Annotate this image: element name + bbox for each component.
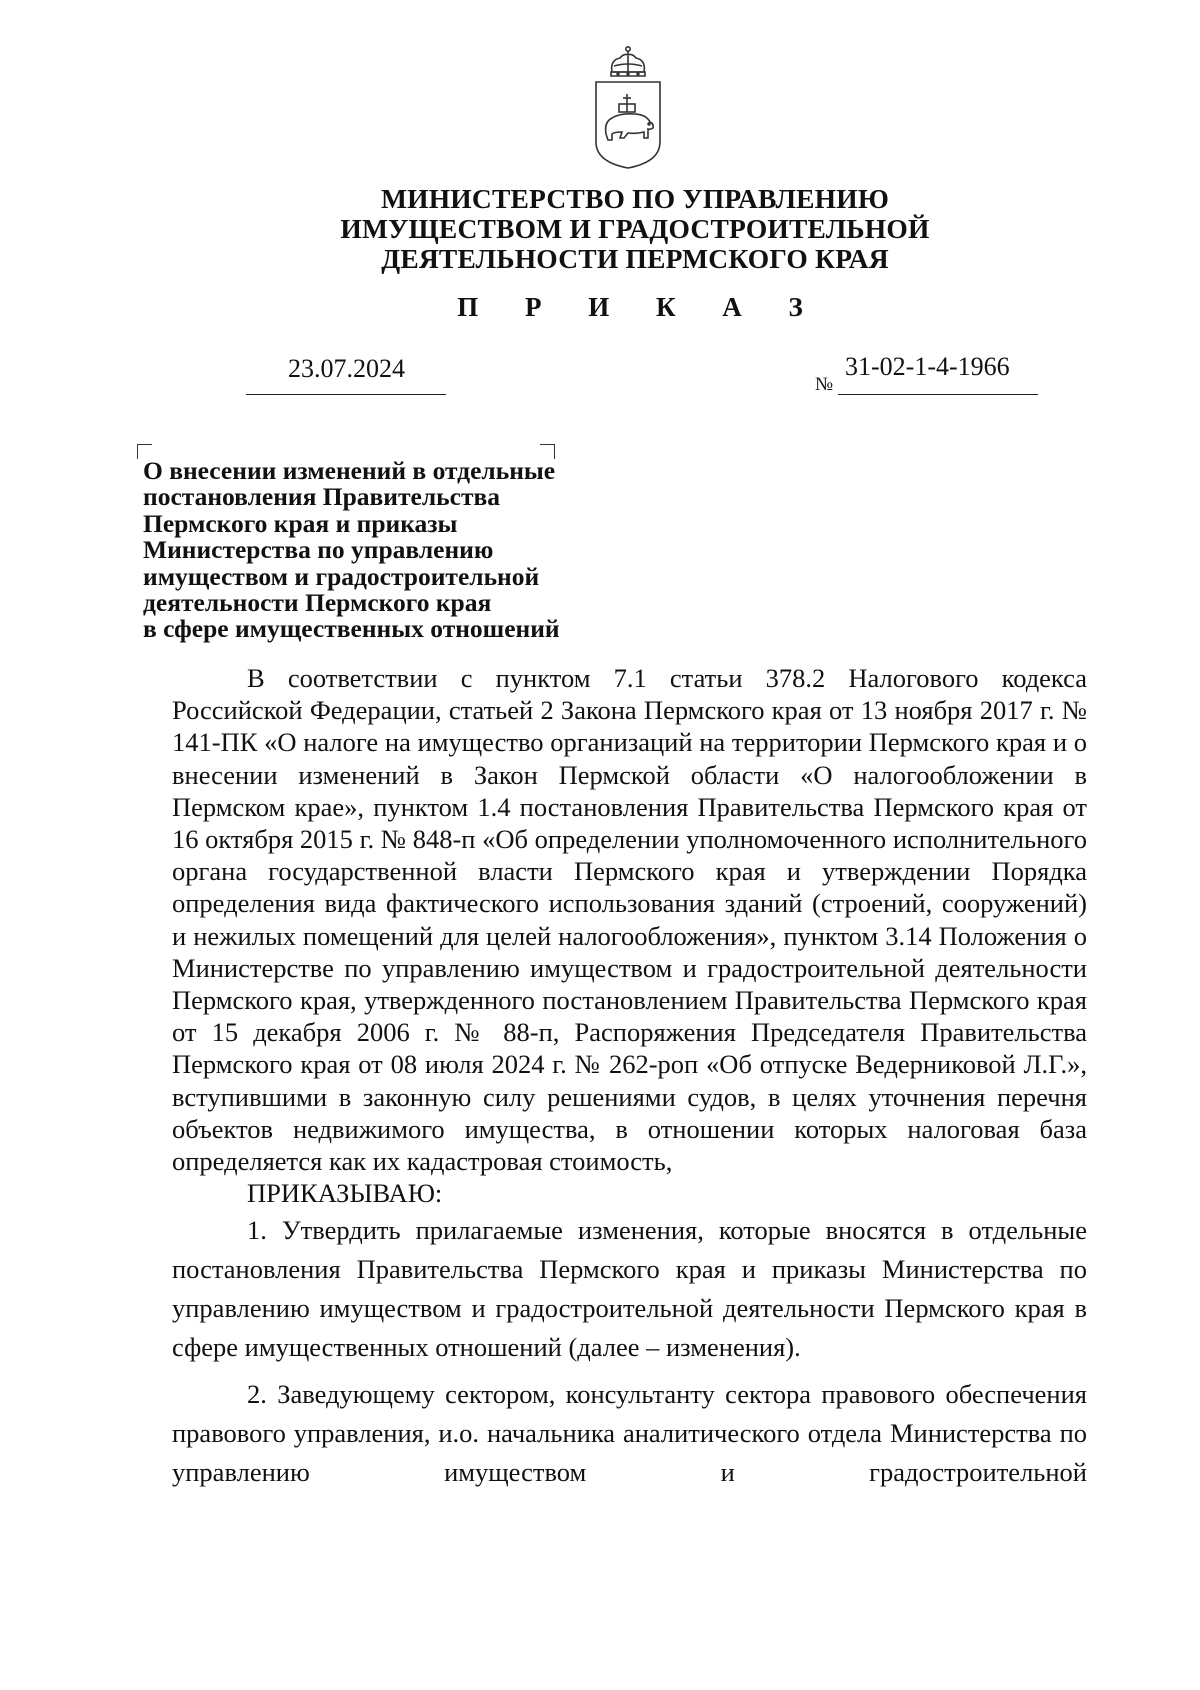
order-word: ПРИКАЗЫВАЮ:: [247, 1178, 443, 1209]
document-subject: [143, 458, 623, 643]
number-underline: [838, 394, 1038, 395]
document-date: 23.07.2024: [288, 354, 405, 383]
document-body: [172, 662, 1087, 1492]
coat-of-arms-icon: [590, 42, 666, 170]
ministry-line-2: ИМУЩЕСТВОМ И ГРАДОСТРОИТЕЛЬНОЙ: [340, 213, 930, 244]
date-field: [246, 350, 446, 400]
subject-line: постановления Правительства: [143, 482, 500, 512]
ministry-line-3: ДЕЯТЕЛЬНОСТИ ПЕРМСКОГО КРАЯ: [381, 243, 889, 274]
subject-line: О внесении изменений в отдельные: [143, 456, 556, 485]
date-underline: [246, 394, 446, 395]
subject-line: Министерства по управлению: [143, 535, 494, 565]
number-field: [815, 350, 1040, 400]
preamble-paragraph: В соответствии с пунктом 7.1 статьи 378.2 Налогового кодекса Российской Федерации, статьей 2 Закона Пермского края от 13 ноября 2017 г. № 141-ПК «О налоге на имущество организаций на территории Пермского края и о внесении изменений в Закон Пермской области «О налогообложении в Пермском крае», пунктом 1.4 постановления Правительства Пермского края от 16 октября 2015 г. № 848-п «Об определении уполномоченного исполнительного органа государственной власти Пермского края и утверждении Порядка определения вида фактического использования зданий (строений, сооружений) и нежилых помещений для целей налогообложения», пунктом 3.14 Положения о Министерстве по управлению имуществом и градостроительной деятельности Пермского края, утвержденного постановлением Правительства Пермского края от 15 декабря 2006 г. № 88-п, Распоряжения Председателя Правительства Пермского края от 08 июля 2024 г. № 262-роп «Об отпуске Ведерниковой Л.Г.», вступившими в законную силу решениями судов, в целях уточнения перечня объектов недвижимого имущества, в отношении которых налоговая база определяется как их кадастровая стоимость,: [172, 663, 1087, 1177]
item-2-paragraph: 2. Заведующему сектором, консультанту сектора правового обеспечения правового управления, и.о. начальника аналитического отдела Министерства по управлению имуществом и градостроительной: [172, 1379, 1087, 1488]
document-type-title: П Р И К А З: [457, 292, 823, 322]
item-1-paragraph: 1. Утвердить прилагаемые изменения, которые вносятся в отдельные постановления Правительства Пермского края и приказы Министерства по управлению имуществом и градостроительной деятельности Пермского края в сфере имущественных отношений (далее – изменения).: [172, 1215, 1087, 1363]
document-number: 31-02-1-4-1966: [845, 352, 1010, 381]
subject-line: деятельности Пермского края: [143, 588, 492, 618]
subject-line: Пермского края и приказы: [143, 508, 458, 538]
subject-line: в сфере имущественных отношений: [143, 614, 560, 644]
ministry-line-1: МИНИСТЕРСТВО ПО УПРАВЛЕНИЮ: [380, 183, 890, 214]
subject-line: имуществом и градостроительной: [143, 561, 540, 591]
ministry-name: [0, 184, 1200, 274]
number-sign: №: [815, 374, 834, 395]
